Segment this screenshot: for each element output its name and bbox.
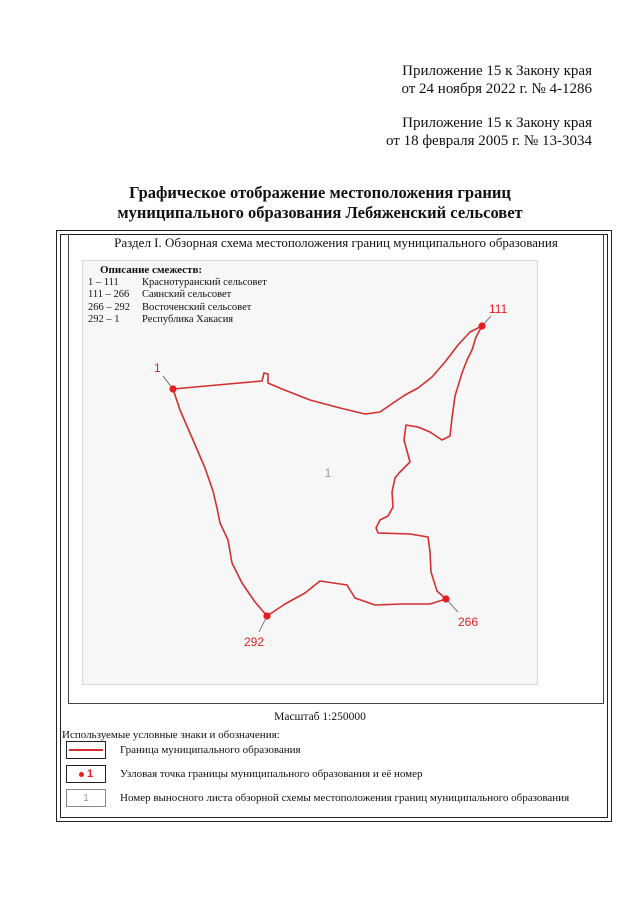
sheet-number-label: 1 xyxy=(324,466,332,480)
adjacency-range: 266 – 292 xyxy=(88,301,130,313)
header-line: Приложение 15 к Закону края xyxy=(402,115,592,131)
node-point-icon xyxy=(66,765,106,783)
adjacency-neighbor: Восточенский сельсовет xyxy=(142,301,252,313)
node-point-symbol: 1 xyxy=(86,768,94,780)
legend-item-boundary xyxy=(66,740,606,760)
adjacency-range: 111 – 266 xyxy=(88,289,130,300)
adjacency-row xyxy=(88,314,267,327)
legend-item-sheet xyxy=(66,788,606,808)
legend-text: Узловая точка границы муниципального образования и её номер xyxy=(120,768,423,780)
adjacency-neighbor: Республика Хакасия xyxy=(142,314,234,325)
adjacency-range: 1 – 111 xyxy=(88,276,119,288)
boundary-node-point xyxy=(442,595,449,602)
section-title: Раздел I. Обзорная схема местоположения границ муниципального образования xyxy=(114,235,558,250)
sheet-number-symbol: 1 xyxy=(83,792,89,804)
adjacency-row xyxy=(88,289,267,302)
adjacency-description xyxy=(88,264,267,327)
boundary-node-point xyxy=(169,385,176,392)
page-title-line: муниципального образования Лебяженский сельсовет xyxy=(117,203,523,222)
boundary-node-point xyxy=(478,322,485,329)
legend-text: Граница муниципального образования xyxy=(120,744,301,756)
map-scale: Масштаб 1:250000 xyxy=(274,711,366,723)
header-line: Приложение 15 к Закону края xyxy=(402,63,592,79)
boundary-node-point xyxy=(263,612,270,619)
point-label: 292 xyxy=(244,635,265,649)
point-label: 1 xyxy=(154,361,161,375)
adjacency-range: 292 – 1 xyxy=(88,314,120,325)
boundary-line-icon xyxy=(66,741,106,759)
adjacency-row xyxy=(88,277,267,290)
legend-text: Номер выносного листа обзорной схемы местоположения границ муниципального образования xyxy=(120,792,570,804)
adjacency-row xyxy=(88,302,267,315)
header-line: от 24 ноября 2022 г. № 4-1286 xyxy=(401,81,592,97)
adjacency-neighbor: Саянский сельсовет xyxy=(142,289,232,300)
legend-title: Используемые условные знаки и обозначения: xyxy=(62,729,280,741)
legend-item-node xyxy=(66,764,606,784)
header-line: от 18 февраля 2005 г. № 13-3034 xyxy=(385,133,592,149)
page-title-line: Графическое отображение местоположения границ xyxy=(129,183,511,202)
point-label: 111 xyxy=(489,302,508,316)
adjacency-neighbor: Краснотуранский сельсовет xyxy=(142,276,267,288)
sheet-number-icon xyxy=(66,789,106,807)
adjacency-title: Описание смежеств: xyxy=(100,264,203,276)
point-label: 266 xyxy=(458,615,479,629)
